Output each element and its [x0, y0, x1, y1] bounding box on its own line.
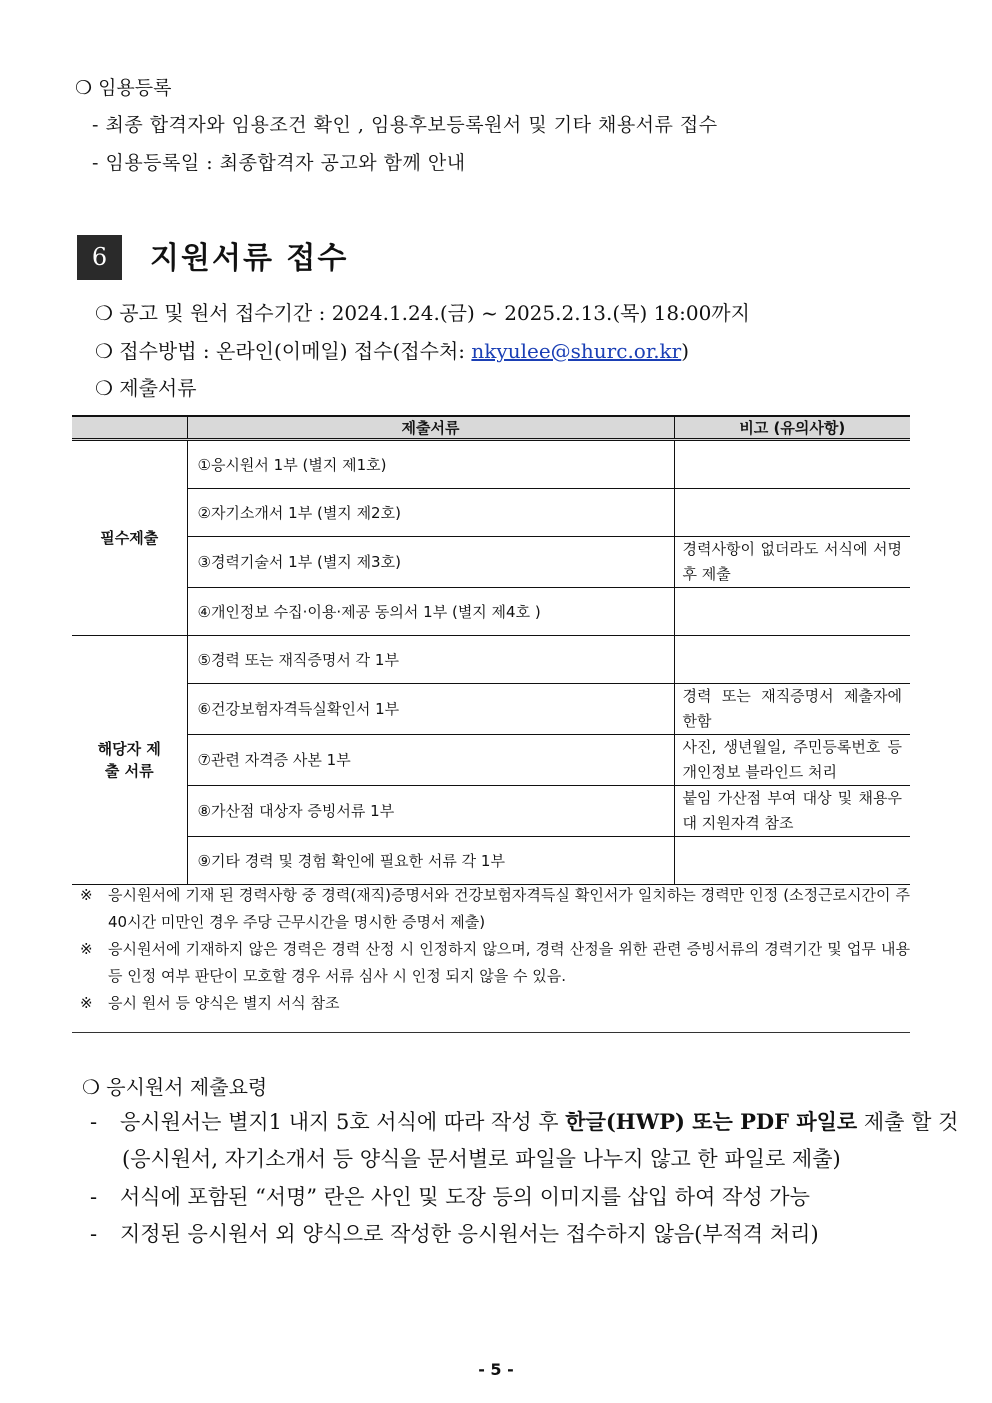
doc-cell: ①응시원서 1부 (별지 제1호)	[187, 440, 674, 489]
section5-item-2: - 임용등록일 : 최종합격자 공고와 함께 안내	[92, 152, 466, 174]
note-cell	[674, 440, 910, 489]
notes-block	[80, 882, 910, 1017]
section5-item-1: - 최종 합격자와 임용조건 확인 , 임용후보등록원서 및 기타 채용서류 접수	[92, 114, 718, 136]
documents-table	[72, 415, 910, 885]
email-link[interactable]: nkyulee@shurc.or.kr	[471, 339, 682, 363]
table-row	[72, 735, 910, 786]
item2-text: 서식에 포함된 “서명” 란은 사인 및 도장 등의 이미지를 삽입 하여 작성 가능	[120, 1185, 810, 1209]
reference-mark-icon: ※	[80, 940, 93, 958]
period-bullet: ❍ 공고 및 원서 접수기간 : 2024.1.24.(금) ~ 2025.2.13.(목) 18:00까지	[95, 301, 750, 325]
note-cell: 경력 또는 재직증명서 제출자에 한함	[674, 684, 910, 735]
table-row	[72, 537, 910, 588]
table-row	[72, 837, 910, 885]
table-row	[72, 636, 910, 684]
doc-cell: ④개인정보 수집·이용·제공 동의서 1부 (별지 제4호 )	[187, 588, 674, 636]
doc-cell: ⑤경력 또는 재직증명서 각 1부	[187, 636, 674, 684]
table-row	[72, 786, 910, 837]
section-number-badge: 6	[77, 235, 122, 280]
note-item	[80, 882, 910, 936]
doc-cell: ②자기소개서 1부 (별지 제2호)	[187, 489, 674, 537]
method-text: ❍ 접수방법 : 온라인(이메일) 접수(접수처:	[95, 339, 472, 363]
item1-format: 한글(HWP) 또는 PDF 파일로	[565, 1109, 858, 1134]
header-documents: 제출서류	[187, 416, 674, 440]
note-cell	[674, 489, 910, 537]
note-cell	[674, 636, 910, 684]
method-bullet	[95, 335, 689, 364]
note-text: 응시 원서 등 양식은 별지 서식 참조	[108, 994, 340, 1012]
table-row	[72, 489, 910, 537]
doc-cell: ⑦관련 자격증 사본 1부	[187, 735, 674, 786]
submission-item-2	[90, 1181, 810, 1211]
reference-mark-icon: ※	[80, 994, 93, 1012]
note-cell: 붙임 가산점 부여 대상 및 채용우대 지원자격 참조	[674, 786, 910, 837]
category-required: 필수제출	[72, 440, 187, 636]
method-close: )	[681, 339, 690, 363]
category-applicable: 해당자 제출 서류	[72, 636, 187, 885]
item3-text: 지정된 응시원서 외 양식으로 작성한 응시원서는 접수하지 않음(부적격 처리)	[120, 1222, 819, 1246]
item1-tail: 제출 할 것	[857, 1110, 959, 1134]
reference-mark-icon: ※	[80, 886, 93, 904]
doc-cell: ⑨기타 경력 및 경험 확인에 필요한 서류 각 1부	[187, 837, 674, 885]
section-title: 지원서류 접수	[150, 241, 349, 276]
doc-cell: ⑧가산점 대상자 증빙서류 1부	[187, 786, 674, 837]
header-category	[72, 416, 187, 440]
note-cell	[674, 837, 910, 885]
note-cell: 경력사항이 없더라도 서식에 서명 후 제출	[674, 537, 910, 588]
note-item	[80, 936, 910, 990]
submission-item-1-sub: (응시원서, 자기소개서 등 양식을 문서별로 파일을 나누지 않고 한 파일로 제출)	[122, 1147, 841, 1171]
table-row	[72, 588, 910, 636]
doc-cell: ⑥건강보험자격득실확인서 1부	[187, 684, 674, 735]
item1-text: 응시원서는 별지1 내지 5호 서식에 따라 작성 후	[120, 1110, 566, 1134]
documents-bullet: ❍ 제출서류	[95, 376, 197, 400]
submission-heading: ❍ 응시원서 제출요령	[82, 1075, 268, 1099]
divider	[72, 1032, 910, 1033]
note-cell: 사진, 생년월일, 주민등록번호 등 개인정보 블라인드 처리	[674, 735, 910, 786]
table-row	[72, 684, 910, 735]
dash-mark: -	[90, 1222, 98, 1246]
table-header-row	[72, 416, 910, 440]
doc-cell: ③경력기술서 1부 (별지 제3호)	[187, 537, 674, 588]
table-row	[72, 440, 910, 489]
dash-mark: -	[90, 1185, 98, 1209]
header-remarks: 비고 (유의사항)	[674, 416, 910, 440]
note-text: 응시원서에 기재하지 않은 경력은 경력 산정 시 인정하지 않으며, 경력 산정을 위한 관련 증빙서류의 경력기간 및 업무 내용 등 인정 여부 판단이 모호할 경우 서류 심사 시 인정 되지 않을 수 있음.	[108, 940, 910, 985]
section5-heading: ❍ 임용등록	[75, 77, 172, 99]
submission-item-1	[90, 1106, 958, 1136]
page-number: - 5 -	[478, 1360, 514, 1379]
note-item	[80, 990, 910, 1017]
submission-item-3	[90, 1218, 819, 1248]
note-cell	[674, 588, 910, 636]
dash-mark: -	[90, 1110, 98, 1134]
note-text: 응시원서에 기재 된 경력사항 중 경력(재직)증명서와 건강보험자격득실 확인서가 일치하는 경력만 인정 (소정근로시간이 주40시간 미만인 경우 주당 근무시간을 명시한 증명서 제출)	[108, 886, 910, 931]
